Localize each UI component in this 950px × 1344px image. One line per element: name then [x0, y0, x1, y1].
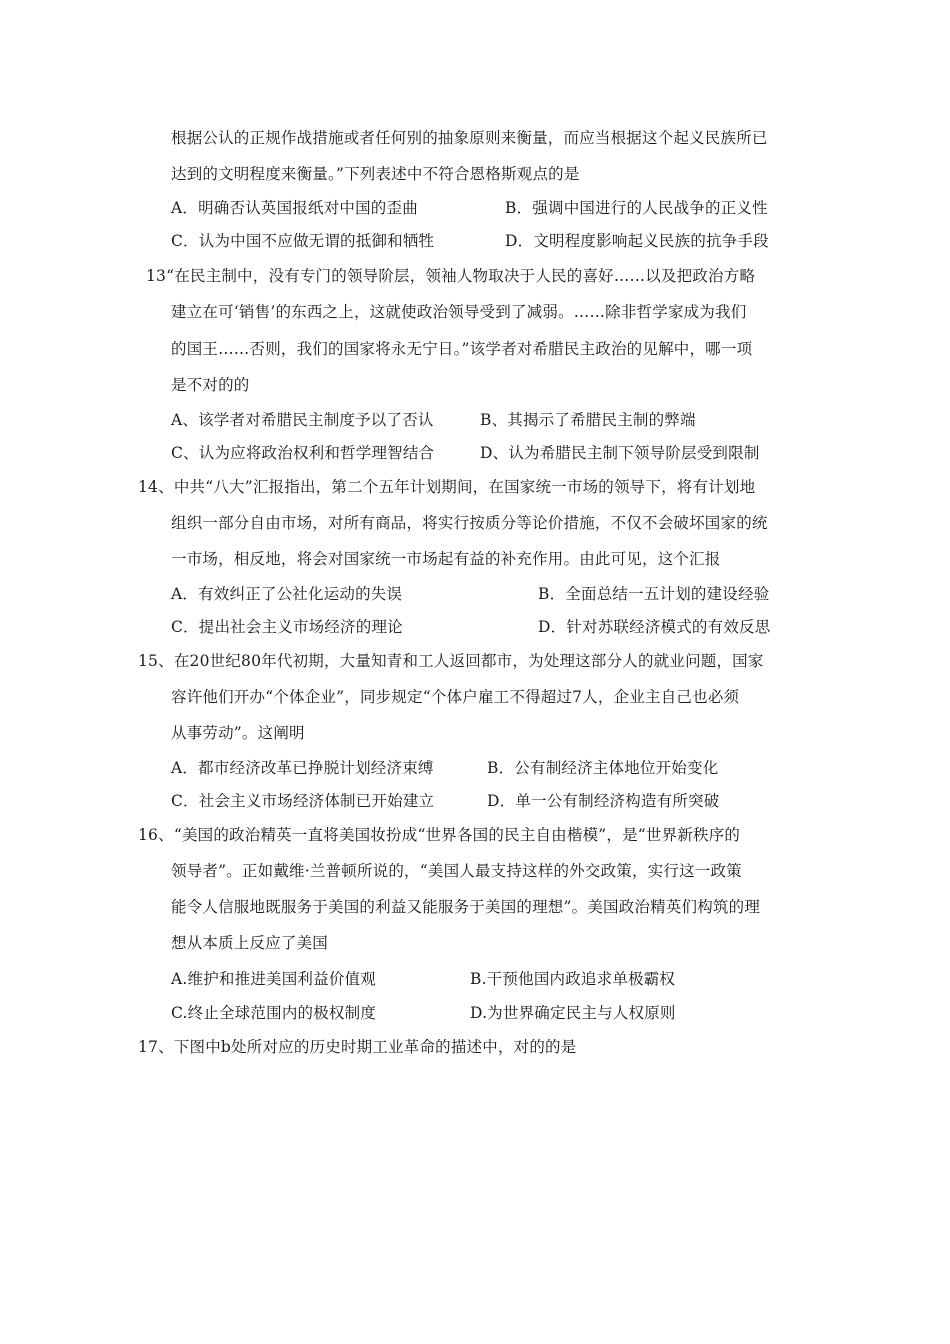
q16-option-d: D.为世界确定民主与人权原则: [470, 1004, 676, 1022]
q14-option-d: D．针对苏联经济模式的有效反思: [538, 618, 771, 636]
q15-line-1: 15、在20世纪80年代初期，大量知青和工人返回都市，为处理这部分人的就业问题，国家: [138, 652, 764, 670]
q13-line-3: 的国王……否则，我们的国家将永无宁日。”该学者对希腊民主政治的见解中，哪一项: [171, 340, 753, 358]
q13-option-a: A、该学者对希腊民主制度予以了否认: [171, 411, 434, 429]
q15-line-2: 容许他们开办“个体企业”，同步规定“个体户雇工不得超过7人，企业主自己也必须: [171, 688, 740, 706]
q16-option-a: A.维护和推进美国利益价值观: [171, 970, 376, 988]
q16-line-3: 能令人信服地既服务于美国的利益又能服务于美国的理想”。美国政治精英们构筑的理: [171, 898, 761, 916]
q14-option-a: A．有效纠正了公社化运动的失误: [171, 585, 403, 603]
q15-line-3: 从事劳动”。这阐明: [171, 724, 305, 742]
q14-line-2: 组织一部分自由市场，对所有商品，将实行按质分等论价措施，不仅不会破坏国家的统: [171, 514, 768, 532]
q12-option-c: C．认为中国不应做无谓的抵御和牺牲: [171, 232, 435, 250]
q16-line-4: 想从本质上反应了美国: [171, 934, 329, 952]
q15-option-a: A．都市经济改革已挣脱计划经济束缚: [171, 759, 434, 777]
q15-option-c: C．社会主义市场经济体制已开始建立: [171, 792, 435, 810]
q15-option-d: D．单一公有制经济构造有所突破: [487, 792, 720, 810]
q13-line-1: 13“在民主制中，没有专门的领导阶层，领袖人物取决于人民的喜好……以及把政治方略: [146, 267, 756, 285]
q12-line-2: 达到的文明程度来衡量。”下列表述中不符合恩格斯观点的是: [171, 165, 580, 183]
q14-line-3: 一市场，相反地，将会对国家统一市场起有益的补充作用。由此可见，这个汇报: [171, 550, 721, 568]
q13-option-b: B、其揭示了希腊民主制的弊端: [480, 411, 696, 429]
q12-line-1: 根据公认的正规作战措施或者任何别的抽象原则来衡量，而应当根据这个起义民族所已: [171, 129, 768, 147]
q16-option-b: B.干预他国内政追求单极霸权: [470, 970, 676, 988]
q15-option-b: B．公有制经济主体地位开始变化: [487, 759, 719, 777]
q12-option-a: A．明确否认英国报纸对中国的歪曲: [171, 199, 418, 217]
q13-line-2: 建立在可‘销售’的东西之上，这就使政治领导受到了减弱。……除非哲学家成为我们: [171, 303, 747, 321]
q13-line-4: 是不对的的: [171, 376, 250, 394]
q16-option-c: C.终止全球范围内的极权制度: [171, 1004, 377, 1022]
q16-line-2: 领导者”。正如戴维·兰普顿所说的，“美国人最支持这样的外交政策，实行这一政策: [171, 862, 742, 880]
q12-option-b: B．强调中国进行的人民战争的正义性: [505, 199, 768, 217]
q16-line-1: 16、“美国的政治精英一直将美国妆扮成“世界各国的民主自由楷模”，是“世界新秩序的: [138, 826, 741, 844]
q14-option-c: C．提出社会主义市场经济的理论: [171, 618, 403, 636]
q13-option-d: D、认为希腊民主制下领导阶层受到限制: [480, 444, 760, 462]
q12-option-d: D．文明程度影响起义民族的抗争手段: [505, 232, 769, 250]
q14-option-b: B．全面总结一五计划的建设经验: [538, 585, 770, 603]
q14-line-1: 14、中共“八大”汇报指出，第二个五年计划期间，在国家统一市场的领导下，将有计划地: [138, 478, 756, 496]
q17-line-1: 17、下图中b处所对应的历史时期工业革命的描述中，对的的是: [138, 1038, 577, 1056]
q13-option-c: C、认为应将政治权利和哲学理智结合: [171, 444, 435, 462]
